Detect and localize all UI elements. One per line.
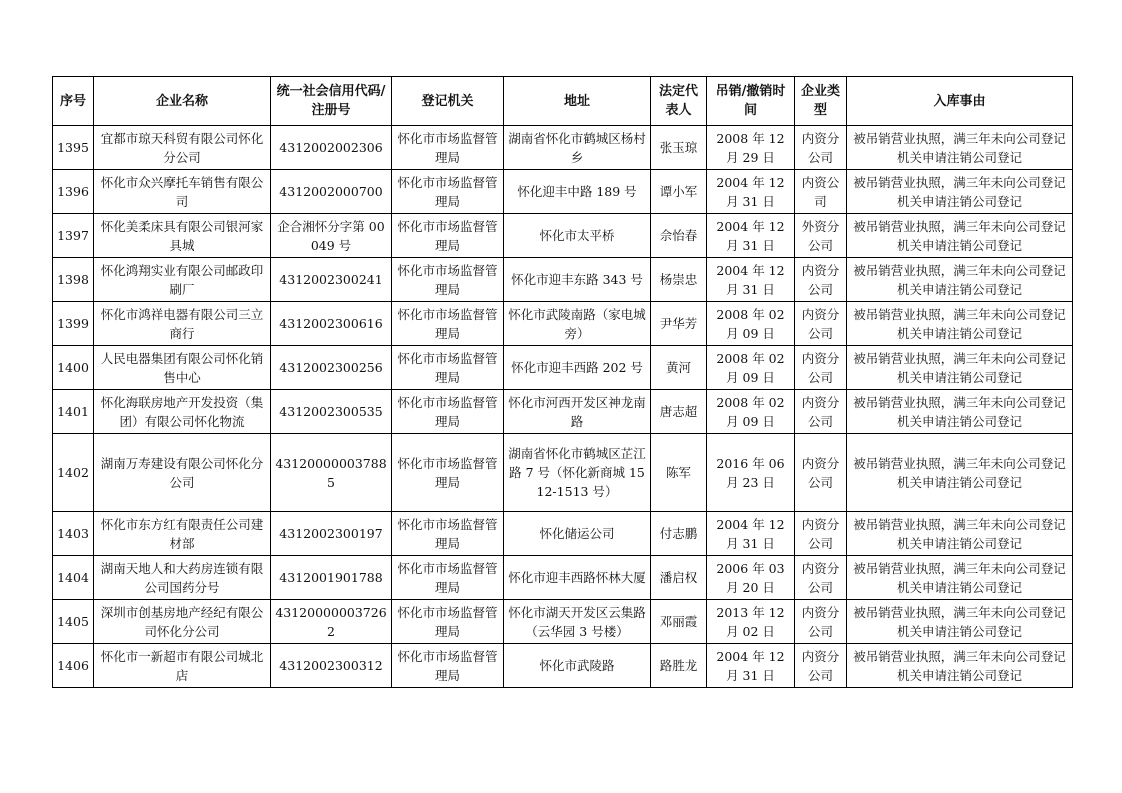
- cell-company-name: 怀化市众兴摩托车销售有限公司: [94, 170, 271, 214]
- cell-seq: 1397: [53, 214, 94, 258]
- cell-authority: 怀化市市场监督管理局: [392, 170, 504, 214]
- cell-address: 怀化市武陵路: [504, 644, 651, 688]
- cell-address: 怀化迎丰中路 189 号: [504, 170, 651, 214]
- cell-authority: 怀化市市场监督管理局: [392, 258, 504, 302]
- header-revoke-date: 吊销/撤销时间: [707, 77, 795, 126]
- cell-legal-rep: 张玉琼: [651, 126, 707, 170]
- cell-credit-code: 4312002000700: [271, 170, 392, 214]
- cell-company-name: 怀化海联房地产开发投资（集团）有限公司怀化物流: [94, 390, 271, 434]
- cell-company-type: 外资分公司: [795, 214, 847, 258]
- table-row: [53, 170, 1073, 214]
- cell-seq: 1395: [53, 126, 94, 170]
- revoked-enterprise-table: [52, 76, 1073, 688]
- cell-company-type: 内资公司: [795, 170, 847, 214]
- cell-address: 怀化储运公司: [504, 512, 651, 556]
- cell-credit-code: 431200000037885: [271, 434, 392, 512]
- table-row: [53, 126, 1073, 170]
- cell-company-name: 怀化美柔床具有限公司银河家具城: [94, 214, 271, 258]
- cell-revoke-date: 2013 年 12 月 02 日: [707, 600, 795, 644]
- cell-credit-code: 4312002300256: [271, 346, 392, 390]
- table-row: [53, 258, 1073, 302]
- cell-credit-code: 4312002002306: [271, 126, 392, 170]
- cell-reason: 被吊销营业执照，满三年未向公司登记机关申请注销公司登记: [847, 170, 1073, 214]
- header-company-name: 企业名称: [94, 77, 271, 126]
- cell-legal-rep: 杨崇忠: [651, 258, 707, 302]
- cell-company-name: 湖南万寿建设有限公司怀化分公司: [94, 434, 271, 512]
- cell-company-type: 内资分公司: [795, 302, 847, 346]
- cell-revoke-date: 2004 年 12 月 31 日: [707, 512, 795, 556]
- cell-reason: 被吊销营业执照，满三年未向公司登记机关申请注销公司登记: [847, 126, 1073, 170]
- cell-authority: 怀化市市场监督管理局: [392, 644, 504, 688]
- cell-credit-code: 4312002300312: [271, 644, 392, 688]
- cell-authority: 怀化市市场监督管理局: [392, 346, 504, 390]
- cell-company-type: 内资分公司: [795, 644, 847, 688]
- header-legal-rep: 法定代表人: [651, 77, 707, 126]
- cell-credit-code: 431200000037262: [271, 600, 392, 644]
- cell-revoke-date: 2008 年 02 月 09 日: [707, 346, 795, 390]
- cell-company-type: 内资分公司: [795, 556, 847, 600]
- cell-authority: 怀化市市场监督管理局: [392, 434, 504, 512]
- cell-credit-code: 4312002300616: [271, 302, 392, 346]
- cell-legal-rep: 佘怡春: [651, 214, 707, 258]
- cell-address: 怀化市湖天开发区云集路（云华园 3 号楼）: [504, 600, 651, 644]
- cell-seq: 1405: [53, 600, 94, 644]
- cell-reason: 被吊销营业执照，满三年未向公司登记机关申请注销公司登记: [847, 512, 1073, 556]
- cell-address: 湖南省怀化市鹤城区杨村乡: [504, 126, 651, 170]
- header-seq: 序号: [53, 77, 94, 126]
- cell-address: 怀化市太平桥: [504, 214, 651, 258]
- cell-seq: 1404: [53, 556, 94, 600]
- table-row: [53, 214, 1073, 258]
- cell-authority: 怀化市市场监督管理局: [392, 600, 504, 644]
- cell-company-type: 内资分公司: [795, 258, 847, 302]
- cell-revoke-date: 2004 年 12 月 31 日: [707, 644, 795, 688]
- cell-seq: 1399: [53, 302, 94, 346]
- cell-company-name: 湖南天地人和大药房连锁有限公司国药分号: [94, 556, 271, 600]
- cell-company-type: 内资分公司: [795, 126, 847, 170]
- cell-address: 怀化市迎丰东路 343 号: [504, 258, 651, 302]
- cell-reason: 被吊销营业执照，满三年未向公司登记机关申请注销公司登记: [847, 302, 1073, 346]
- cell-legal-rep: 谭小军: [651, 170, 707, 214]
- table-row: [53, 556, 1073, 600]
- header-credit-code: 统一社会信用代码/注册号: [271, 77, 392, 126]
- cell-authority: 怀化市市场监督管理局: [392, 126, 504, 170]
- cell-company-name: 怀化市一新超市有限公司城北店: [94, 644, 271, 688]
- table-row: [53, 346, 1073, 390]
- cell-revoke-date: 2004 年 12 月 31 日: [707, 214, 795, 258]
- table-row: [53, 512, 1073, 556]
- cell-reason: 被吊销营业执照，满三年未向公司登记机关申请注销公司登记: [847, 600, 1073, 644]
- cell-address: 怀化市迎丰西路怀林大厦: [504, 556, 651, 600]
- cell-authority: 怀化市市场监督管理局: [392, 302, 504, 346]
- table-row: [53, 390, 1073, 434]
- cell-company-name: 宜都市琼天科贸有限公司怀化分公司: [94, 126, 271, 170]
- cell-company-type: 内资分公司: [795, 390, 847, 434]
- table-row: [53, 600, 1073, 644]
- cell-revoke-date: 2004 年 12 月 31 日: [707, 170, 795, 214]
- cell-company-name: 怀化市鸿祥电器有限公司三立商行: [94, 302, 271, 346]
- cell-revoke-date: 2008 年 02 月 09 日: [707, 390, 795, 434]
- cell-reason: 被吊销营业执照，满三年未向公司登记机关申请注销公司登记: [847, 346, 1073, 390]
- cell-reason: 被吊销营业执照，满三年未向公司登记机关申请注销公司登记: [847, 214, 1073, 258]
- cell-revoke-date: 2016 年 06 月 23 日: [707, 434, 795, 512]
- cell-authority: 怀化市市场监督管理局: [392, 214, 504, 258]
- cell-seq: 1402: [53, 434, 94, 512]
- cell-authority: 怀化市市场监督管理局: [392, 556, 504, 600]
- header-company-type: 企业类型: [795, 77, 847, 126]
- cell-reason: 被吊销营业执照，满三年未向公司登记机关申请注销公司登记: [847, 390, 1073, 434]
- cell-company-name: 怀化市东方红有限责任公司建材部: [94, 512, 271, 556]
- cell-company-type: 内资分公司: [795, 512, 847, 556]
- cell-legal-rep: 陈军: [651, 434, 707, 512]
- cell-seq: 1398: [53, 258, 94, 302]
- cell-credit-code: 4312002300241: [271, 258, 392, 302]
- cell-legal-rep: 邓丽霞: [651, 600, 707, 644]
- cell-company-type: 内资分公司: [795, 600, 847, 644]
- cell-seq: 1401: [53, 390, 94, 434]
- header-authority: 登记机关: [392, 77, 504, 126]
- cell-revoke-date: 2008 年 12 月 29 日: [707, 126, 795, 170]
- table-row: [53, 644, 1073, 688]
- cell-revoke-date: 2008 年 02 月 09 日: [707, 302, 795, 346]
- document-page: [52, 76, 1072, 688]
- cell-company-type: 内资分公司: [795, 434, 847, 512]
- cell-reason: 被吊销营业执照，满三年未向公司登记机关申请注销公司登记: [847, 434, 1073, 512]
- cell-legal-rep: 黄河: [651, 346, 707, 390]
- header-reason: 入库事由: [847, 77, 1073, 126]
- cell-address: 湖南省怀化市鹤城区芷江路 7 号（怀化新商城 1512-1513 号）: [504, 434, 651, 512]
- cell-legal-rep: 付志鹏: [651, 512, 707, 556]
- cell-legal-rep: 潘启权: [651, 556, 707, 600]
- cell-address: 怀化市迎丰西路 202 号: [504, 346, 651, 390]
- cell-legal-rep: 尹华芳: [651, 302, 707, 346]
- cell-legal-rep: 唐志超: [651, 390, 707, 434]
- cell-address: 怀化市武陵南路（家电城旁）: [504, 302, 651, 346]
- cell-reason: 被吊销营业执照，满三年未向公司登记机关申请注销公司登记: [847, 556, 1073, 600]
- cell-seq: 1400: [53, 346, 94, 390]
- cell-reason: 被吊销营业执照，满三年未向公司登记机关申请注销公司登记: [847, 644, 1073, 688]
- cell-company-name: 人民电器集团有限公司怀化销售中心: [94, 346, 271, 390]
- cell-authority: 怀化市市场监督管理局: [392, 390, 504, 434]
- cell-company-type: 内资分公司: [795, 346, 847, 390]
- cell-credit-code: 4312002300535: [271, 390, 392, 434]
- cell-address: 怀化市河西开发区神龙南路: [504, 390, 651, 434]
- cell-company-name: 怀化鸿翔实业有限公司邮政印刷厂: [94, 258, 271, 302]
- cell-company-name: 深圳市创基房地产经纪有限公司怀化分公司: [94, 600, 271, 644]
- cell-legal-rep: 路胜龙: [651, 644, 707, 688]
- cell-reason: 被吊销营业执照，满三年未向公司登记机关申请注销公司登记: [847, 258, 1073, 302]
- table-row: [53, 302, 1073, 346]
- cell-revoke-date: 2004 年 12 月 31 日: [707, 258, 795, 302]
- cell-credit-code: 企合湘怀分字第 00049 号: [271, 214, 392, 258]
- cell-authority: 怀化市市场监督管理局: [392, 512, 504, 556]
- header-address: 地址: [504, 77, 651, 126]
- cell-credit-code: 4312002300197: [271, 512, 392, 556]
- header-row: [53, 77, 1073, 126]
- table-row: [53, 434, 1073, 512]
- cell-revoke-date: 2006 年 03 月 20 日: [707, 556, 795, 600]
- cell-credit-code: 4312001901788: [271, 556, 392, 600]
- cell-seq: 1403: [53, 512, 94, 556]
- cell-seq: 1396: [53, 170, 94, 214]
- cell-seq: 1406: [53, 644, 94, 688]
